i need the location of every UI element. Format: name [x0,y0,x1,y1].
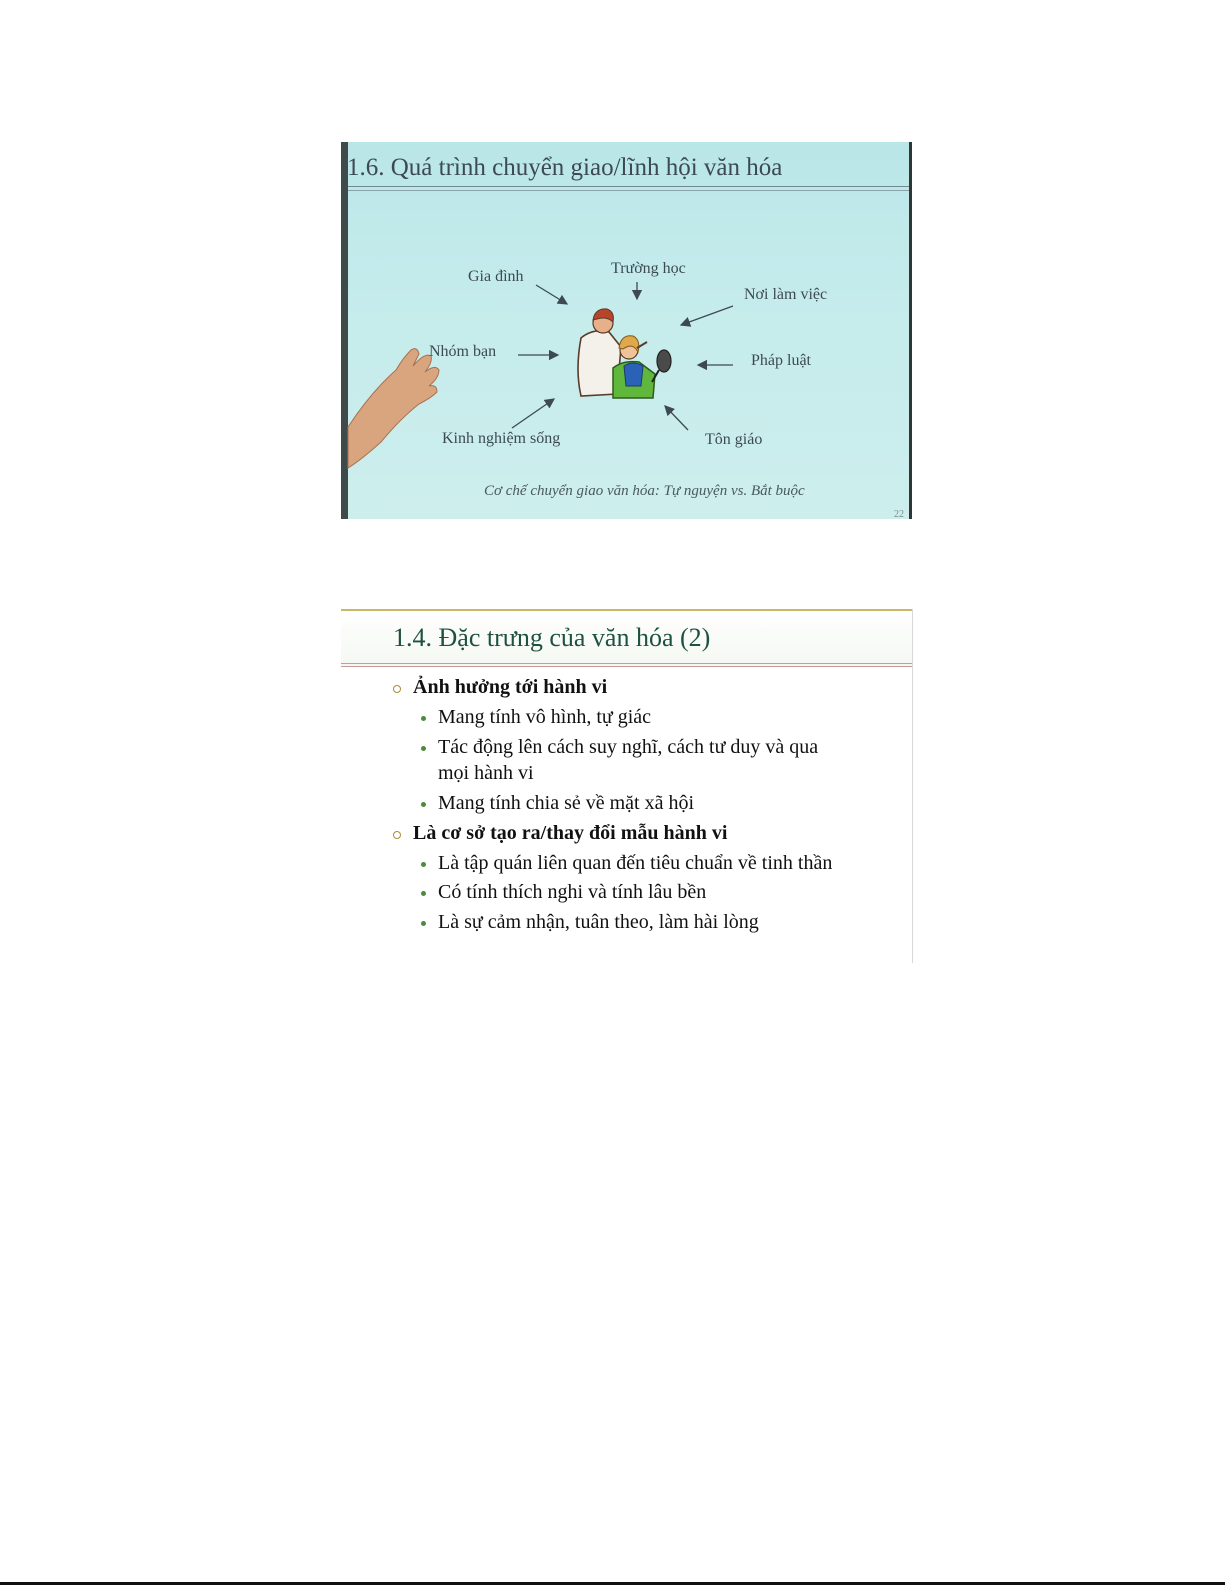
arrow-ton-giao [665,406,688,430]
slide1-title: 1.6. Quá trình chuyển giao/lĩnh hội văn hóa [347,154,783,181]
slide2-title: 1.4. Đặc trưng của văn hóa (2) [393,623,711,652]
slide1-page-number: 22 [894,509,904,519]
section-bullet-icon [393,831,401,839]
bullet-dot-icon [421,716,426,721]
slide-culture-transmission [341,142,912,519]
bullet-1-1: Mang tính vô hình, tự giác [438,706,652,728]
bullet-2-1: Là tập quán liên quan đến tiêu chuẩn về tinh thần [438,852,833,874]
label-kinh-nghiem-song: Kinh nghiệm sống [442,430,561,447]
arrow-gia-dinh [536,285,567,304]
label-ton-giao: Tôn giáo [705,431,763,448]
section-heading-2: Là cơ sở tạo ra/thay đổi mẫu hành vi [413,822,728,844]
arrow-noi-lam-viec [681,306,733,325]
bullet-1-3: Mang tính chia sẻ về mặt xã hội [438,792,695,814]
slide2-title-rule [341,663,912,664]
label-gia-dinh: Gia đình [468,268,524,285]
bullet-2-3: Là sự cảm nhận, tuân theo, làm hài lòng [438,911,759,933]
label-noi-lam-viec: Nơi làm việc [744,286,828,303]
label-phap-luat: Pháp luật [751,352,811,369]
label-nhom-ban: Nhóm bạn [429,343,497,360]
section-bullet-icon [393,685,401,693]
bullet-dot-icon [421,746,426,751]
bullet-dot-icon [421,802,426,807]
bullet-dot-icon [421,891,426,896]
bullet-1-2: Tác động lên cách suy nghĩ, cách tư duy và qua [438,736,819,758]
section-heading-1: Ảnh hưởng tới hành vi [413,676,608,698]
teacher-student-illustration [578,309,671,398]
bullet-dot-icon [421,862,426,867]
bullet-dot-icon [421,921,426,926]
bullet-2-2: Có tính thích nghi và tính lâu bền [438,881,707,903]
label-truong-hoc: Trường học [611,260,686,277]
bullet-1-2-continued: mọi hành vi [438,762,534,784]
slide-culture-characteristics [341,609,913,963]
slide1-caption: Cơ chế chuyển giao văn hóa: Tự nguyện vs. Bắt buộc [484,483,805,499]
diagram-graphics [341,142,912,519]
presenter-hand [348,349,439,468]
arrow-kinh-nghiem [512,399,554,428]
slide2-title-rule-secondary [341,666,912,667]
